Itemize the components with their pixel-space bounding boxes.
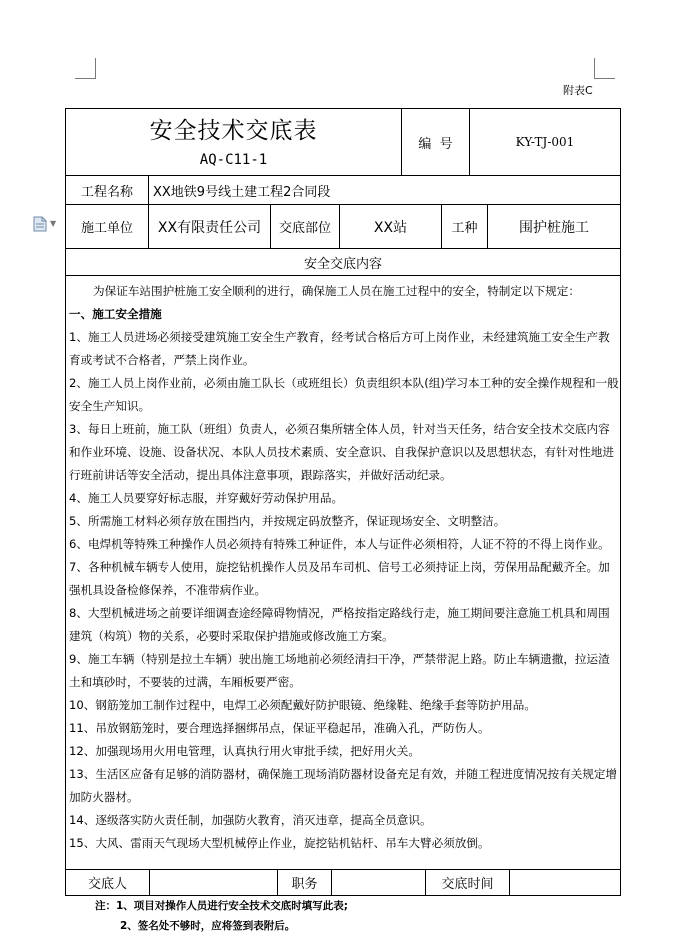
list-item: 7、各种机械车辆专人使用，旋挖钻机操作人员及吊车司机、信号工必须持证上岗，劳保用品配戴齐全。加强机具设备检修保养，不准带病作业。 — [69, 560, 610, 597]
page-title: 安全技术交底表 — [149, 118, 318, 144]
form-code: AQ-C11-1 — [199, 152, 268, 168]
appendix-label: 附表C — [563, 84, 593, 97]
list-item: 3、每日上班前，施工队（班组）负责人，必须召集所辖全体人员，针对当天任务，结合安全技术交底内容和作业环境、设施、设备状况、本队人员技术素质、安全意识、自我保护意识以及思想状态，有针对性地进行班前讲话等安全活动，提出具体注意事项，跟踪落实，并做好活动纪录。 — [69, 422, 614, 482]
briefing-location-value: XX站 — [373, 219, 408, 236]
intro-paragraph: 为保证车站围护桩施工安全顺利的进行，确保施工人员在施工过程中的安全，特制定以下规定： — [93, 284, 580, 298]
page-margin-corner-left — [75, 58, 96, 79]
list-item: 1、施工人员进场必须接受建筑施工安全生产教育，经考试合格后方可上岗作业，未经建筑施工安全生产教育或考试不合格者，严禁上岗作业。 — [69, 330, 610, 367]
footnotes — [95, 896, 348, 936]
list-item: 6、电焊机等特殊工种操作人员必须持有特殊工种证件，本人与证件必须相符，人证不符的不得上岗作业。 — [69, 537, 610, 551]
briefing-content — [69, 280, 619, 855]
construction-unit-value: XX有限责任公司 — [157, 219, 262, 236]
list-item: 14、逐级落实防火责任制，加强防火教育，消灭违章，提高全员意识。 — [69, 813, 432, 827]
number-label: 编 号 — [418, 136, 453, 152]
list-item: 2、施工人员上岗作业前，必须由施工队长（或班组长）负责组织本队(组)学习本工种的安全操作规程和一般安全生产知识。 — [69, 376, 619, 413]
project-name-value: XX地铁9号线土建工程2合同段 — [153, 184, 331, 200]
position-label: 职务 — [291, 877, 318, 892]
briefer-value[interactable] — [150, 870, 277, 895]
page-margin-corner-right — [594, 58, 615, 79]
chevron-down-icon[interactable]: ▼ — [50, 219, 57, 228]
list-item: 15、大风、雷雨天气现场大型机械停止作业，旋挖钻机钻杆、吊车大臂必须放倒。 — [69, 836, 490, 850]
project-name-label: 工程名称 — [80, 184, 133, 200]
list-item: 4、施工人员要穿好标志服，并穿戴好劳动保护用品。 — [69, 491, 344, 505]
number-value: KY-TJ-001 — [515, 135, 575, 149]
briefing-time-label: 交底时间 — [441, 877, 494, 892]
footnote-1: 注：1、项目对操作人员进行安全技术交底时填写此表; — [95, 900, 349, 912]
section-title: 一、施工安全措施 — [69, 307, 162, 321]
list-item: 8、大型机械进场之前要详细调查途经障碍物情况，严格按指定路线行走，施工期间要注意施工机具和周围建筑（构筑）物的关系，必要时采取保护措施或修改施工方案。 — [69, 606, 610, 643]
safety-briefing-table — [65, 108, 621, 896]
document-icon[interactable] — [33, 216, 47, 232]
list-item: 11、吊放钢筋笼时，要合理选择捆绑吊点，保证平稳起吊，准确入孔，严防伤人。 — [69, 721, 490, 735]
list-item: 12、加强现场用火用电管理，认真执行用火审批手续，把好用火关。 — [69, 744, 420, 758]
briefing-time-value[interactable] — [510, 870, 620, 895]
trade-label: 工种 — [451, 221, 478, 236]
construction-unit-label: 施工单位 — [80, 221, 133, 236]
briefing-location-label: 交底部位 — [278, 221, 331, 236]
position-value[interactable] — [332, 870, 425, 895]
list-item: 10、钢筋笼加工制作过程中，电焊工必须配戴好防护眼镜、绝缘鞋、绝缘手套等防护用品。 — [69, 698, 536, 712]
content-heading: 安全交底内容 — [303, 256, 382, 272]
list-item: 9、施工车辆（特别是拉土车辆）驶出施工场地前必须经清扫干净，严禁带泥上路。防止车辆遗撒，拉运渣土和填砂时，不要装的过满，车厢板要严密。 — [69, 652, 610, 689]
list-item: 13、生活区应备有足够的消防器材，确保施工现场消防器材设备充足有效，并随工程进度情况按有关规定增加防火器材。 — [69, 767, 618, 804]
trade-value: 围护桩施工 — [519, 219, 589, 236]
briefer-label: 交底人 — [87, 877, 127, 892]
footnote-2: 2、签名处不够时，应将签到表附后。 — [120, 920, 296, 932]
list-item: 5、所需施工材料必须存放在围挡内，并按规定码放整齐，保证现场安全、文明整洁。 — [69, 514, 506, 528]
